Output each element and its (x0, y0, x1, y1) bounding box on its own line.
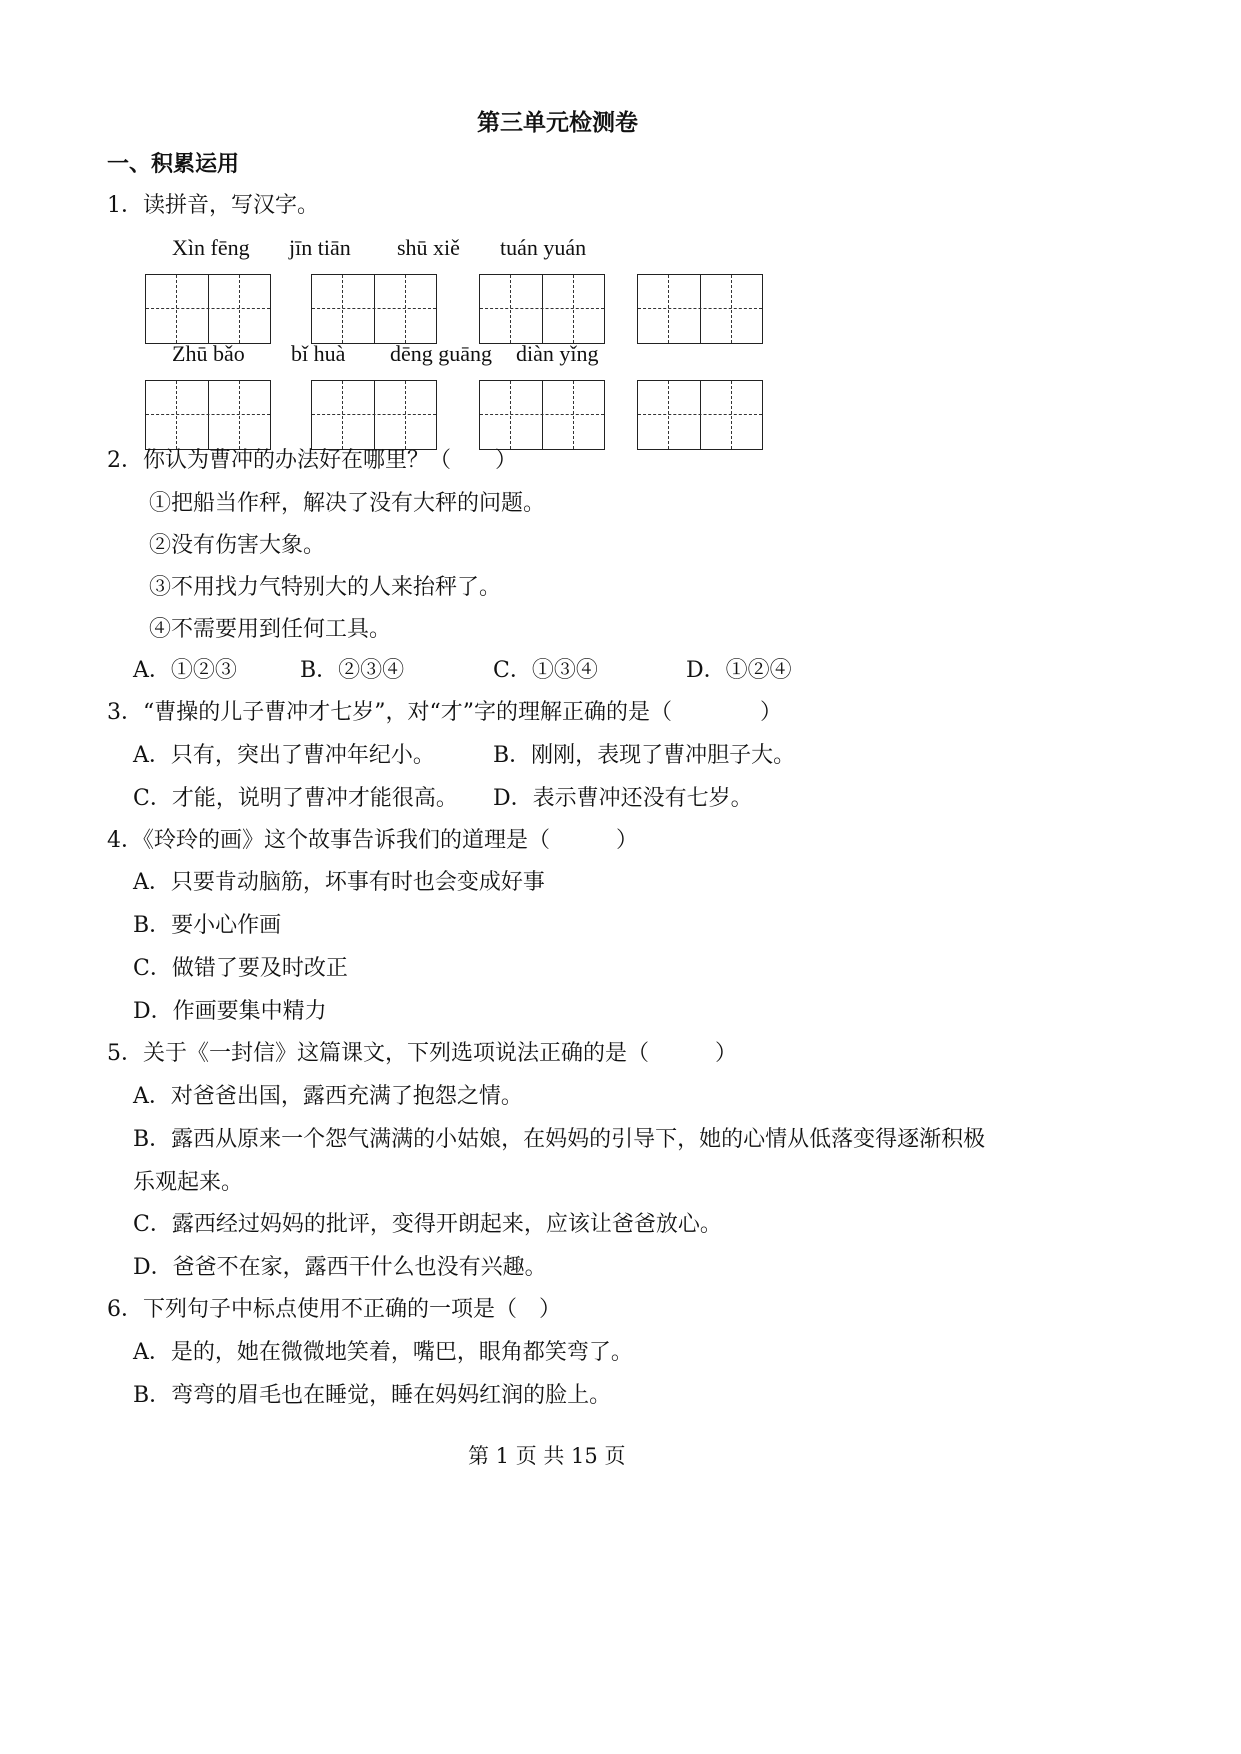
writing-grid[interactable] (145, 380, 271, 450)
writing-grid[interactable] (145, 274, 271, 344)
pinyin-6: bǐ huà (291, 341, 346, 366)
question-2-stem: 2．你认为曹冲的办法好在哪里？（ ） (107, 448, 517, 473)
pinyin-4: tuán yuán (500, 235, 587, 260)
question-5-stem: 5．关于《一封信》这篇课文，下列选项说法正确的是（ ） (107, 1041, 737, 1066)
q4-option-d[interactable]: D．作画要集中精力 (133, 999, 327, 1024)
q2-item: ①把船当作秤，解决了没有大秤的问题。 (149, 491, 546, 516)
q2-option-c[interactable]: C．①③④ (493, 658, 598, 683)
writing-grid[interactable] (479, 380, 605, 450)
q4-option-b[interactable]: B．要小心作画 (133, 913, 282, 938)
q2-option-b[interactable]: B．②③④ (300, 658, 405, 683)
pinyin-5: Zhū bǎo (172, 341, 245, 366)
section-heading: 一、积累运用 (107, 151, 240, 177)
writing-grid[interactable] (311, 380, 437, 450)
question-6-stem: 6．下列句子中标点使用不正确的一项是（ ） (107, 1297, 561, 1322)
pinyin-8: diàn yǐng (516, 341, 599, 366)
q6-option-b[interactable]: B．弯弯的眉毛也在睡觉，睡在妈妈红润的脸上。 (133, 1383, 612, 1408)
q2-item: ④不需要用到任何工具。 (149, 617, 392, 642)
writing-grid[interactable] (637, 380, 763, 450)
q2-option-d[interactable]: D．①②④ (686, 658, 792, 683)
question-1-stem: 1．读拼音，写汉字。 (107, 193, 319, 218)
q5-option-b[interactable]: B．露西从原来一个怨气满满的小姑娘，在妈妈的引导下，她的心情从低落变得逐渐积极 (133, 1127, 986, 1152)
page-footer: 第 1 页 共 15 页 (468, 1444, 626, 1468)
q5-option-d[interactable]: D．爸爸不在家，露西干什么也没有兴趣。 (133, 1255, 547, 1280)
pinyin-3: shū xiě (397, 235, 460, 260)
writing-grid[interactable] (479, 274, 605, 344)
q3-option-c[interactable]: C．才能，说明了曹冲才能很高。 (133, 786, 458, 811)
q2-option-a[interactable]: A．①②③ (133, 658, 237, 683)
q3-option-a[interactable]: A．只有，突出了曹冲年纪小。 (133, 743, 435, 768)
writing-grid[interactable] (311, 274, 437, 344)
pinyin-7: dēng guāng (390, 341, 493, 366)
pinyin-1: Xìn fēng (172, 235, 250, 260)
page-title: 第三单元检测卷 (477, 109, 638, 136)
question-4-stem: 4．《玲玲的画》这个故事告诉我们的道理是（ ） (107, 828, 638, 853)
question-3-stem: 3．“曹操的儿子曹冲才七岁”，对“才”字的理解正确的是（ ） (107, 700, 782, 725)
q3-option-d[interactable]: D．表示曹冲还没有七岁。 (493, 786, 753, 811)
q5-option-b-continued: 乐观起来。 (133, 1170, 244, 1195)
q2-item: ③不用找力气特别大的人来抬秤了。 (149, 575, 502, 600)
q5-option-c[interactable]: C．露西经过妈妈的批评，变得开朗起来，应该让爸爸放心。 (133, 1212, 722, 1237)
pinyin-2: jīn tiān (289, 235, 351, 260)
q5-option-a[interactable]: A．对爸爸出国，露西充满了抱怨之情。 (133, 1084, 523, 1109)
q2-item: ②没有伤害大象。 (149, 533, 326, 558)
q3-option-b[interactable]: B．刚刚，表现了曹冲胆子大。 (493, 743, 796, 768)
writing-grid[interactable] (637, 274, 763, 344)
q6-option-a[interactable]: A．是的，她在微微地笑着，嘴巴，眼角都笑弯了。 (133, 1340, 633, 1365)
q4-option-a[interactable]: A．只要肯动脑筋，坏事有时也会变成好事 (133, 870, 545, 895)
q4-option-c[interactable]: C．做错了要及时改正 (133, 956, 348, 981)
